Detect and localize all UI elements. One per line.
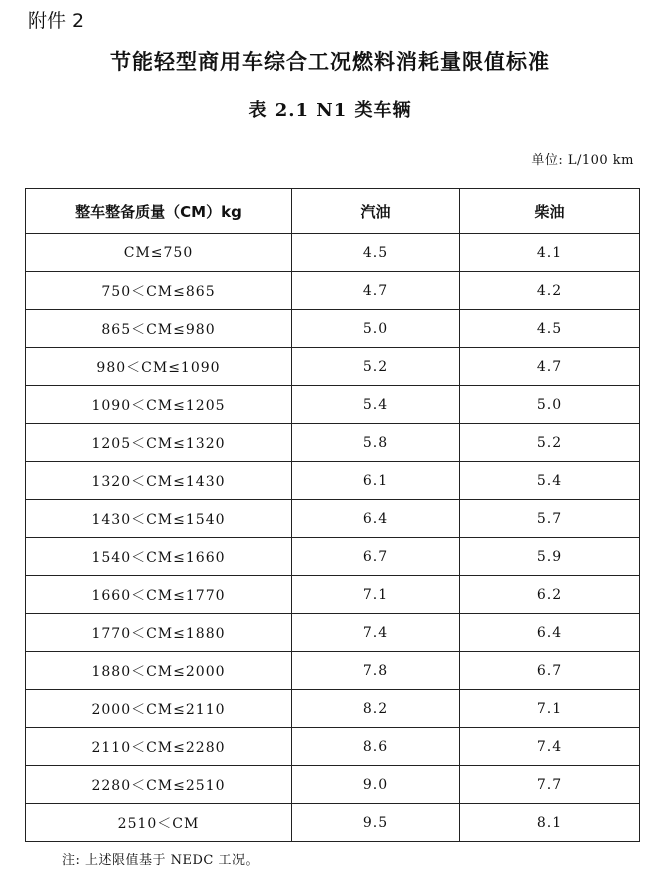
attachment-label: 附件 2 bbox=[28, 10, 85, 32]
table-row bbox=[26, 766, 640, 804]
table-row bbox=[26, 804, 640, 842]
table-title: 表 2.1 N1 类车辆 bbox=[248, 100, 412, 121]
header-diesel: 柴油 bbox=[460, 189, 640, 234]
gasoline-cell: 5.0 bbox=[292, 310, 460, 348]
gasoline-cell: 9.5 bbox=[292, 804, 460, 842]
gasoline-cell: 8.2 bbox=[292, 690, 460, 728]
diesel-cell: 4.7 bbox=[460, 348, 640, 386]
gasoline-cell: 7.8 bbox=[292, 652, 460, 690]
mass-range-cell: 1540＜CM≤1660 bbox=[26, 538, 292, 576]
diesel-cell: 5.7 bbox=[460, 500, 640, 538]
mass-range-cell: CM≤750 bbox=[26, 234, 292, 272]
diesel-cell: 7.4 bbox=[460, 728, 640, 766]
gasoline-cell: 5.8 bbox=[292, 424, 460, 462]
diesel-cell: 7.1 bbox=[460, 690, 640, 728]
table-row bbox=[26, 652, 640, 690]
diesel-cell: 5.2 bbox=[460, 424, 640, 462]
mass-range-cell: 1660＜CM≤1770 bbox=[26, 576, 292, 614]
diesel-cell: 4.1 bbox=[460, 234, 640, 272]
mass-range-cell: 1430＜CM≤1540 bbox=[26, 500, 292, 538]
diesel-cell: 5.4 bbox=[460, 462, 640, 500]
table-row bbox=[26, 386, 640, 424]
diesel-cell: 6.7 bbox=[460, 652, 640, 690]
header-mass: 整车整备质量（CM）kg bbox=[26, 189, 292, 234]
mass-range-cell: 1090＜CM≤1205 bbox=[26, 386, 292, 424]
mass-range-cell: 750＜CM≤865 bbox=[26, 272, 292, 310]
table-row bbox=[26, 500, 640, 538]
gasoline-cell: 4.7 bbox=[292, 272, 460, 310]
gasoline-cell: 5.4 bbox=[292, 386, 460, 424]
table-header-row bbox=[26, 189, 640, 234]
table-row bbox=[26, 576, 640, 614]
unit-label: 单位: L/100 km bbox=[531, 153, 634, 168]
table-row bbox=[26, 462, 640, 500]
gasoline-cell: 6.4 bbox=[292, 500, 460, 538]
table-row bbox=[26, 538, 640, 576]
diesel-cell: 7.7 bbox=[460, 766, 640, 804]
table-row bbox=[26, 728, 640, 766]
mass-range-cell: 2110＜CM≤2280 bbox=[26, 728, 292, 766]
diesel-cell: 8.1 bbox=[460, 804, 640, 842]
diesel-cell: 4.5 bbox=[460, 310, 640, 348]
gasoline-cell: 5.2 bbox=[292, 348, 460, 386]
gasoline-cell: 7.4 bbox=[292, 614, 460, 652]
gasoline-cell: 4.5 bbox=[292, 234, 460, 272]
gasoline-cell: 6.7 bbox=[292, 538, 460, 576]
diesel-cell: 4.2 bbox=[460, 272, 640, 310]
fuel-limit-table bbox=[25, 188, 640, 842]
mass-range-cell: 1205＜CM≤1320 bbox=[26, 424, 292, 462]
gasoline-cell: 8.6 bbox=[292, 728, 460, 766]
table-row bbox=[26, 690, 640, 728]
mass-range-cell: 980＜CM≤1090 bbox=[26, 348, 292, 386]
header-gasoline: 汽油 bbox=[292, 189, 460, 234]
diesel-cell: 5.9 bbox=[460, 538, 640, 576]
mass-range-cell: 2000＜CM≤2110 bbox=[26, 690, 292, 728]
table-row bbox=[26, 424, 640, 462]
gasoline-cell: 9.0 bbox=[292, 766, 460, 804]
mass-range-cell: 1880＜CM≤2000 bbox=[26, 652, 292, 690]
diesel-cell: 6.4 bbox=[460, 614, 640, 652]
mass-range-cell: 1770＜CM≤1880 bbox=[26, 614, 292, 652]
mass-range-cell: 2280＜CM≤2510 bbox=[26, 766, 292, 804]
table-row bbox=[26, 348, 640, 386]
table-row bbox=[26, 614, 640, 652]
table-row bbox=[26, 272, 640, 310]
diesel-cell: 5.0 bbox=[460, 386, 640, 424]
gasoline-cell: 6.1 bbox=[292, 462, 460, 500]
gasoline-cell: 7.1 bbox=[292, 576, 460, 614]
document-title: 节能轻型商用车综合工况燃料消耗量限值标准 bbox=[110, 49, 550, 74]
mass-range-cell: 865＜CM≤980 bbox=[26, 310, 292, 348]
diesel-cell: 6.2 bbox=[460, 576, 640, 614]
footnote: 注: 上述限值基于 NEDC 工况。 bbox=[62, 853, 260, 868]
table-row bbox=[26, 234, 640, 272]
mass-range-cell: 2510＜CM bbox=[26, 804, 292, 842]
mass-range-cell: 1320＜CM≤1430 bbox=[26, 462, 292, 500]
table-row bbox=[26, 310, 640, 348]
